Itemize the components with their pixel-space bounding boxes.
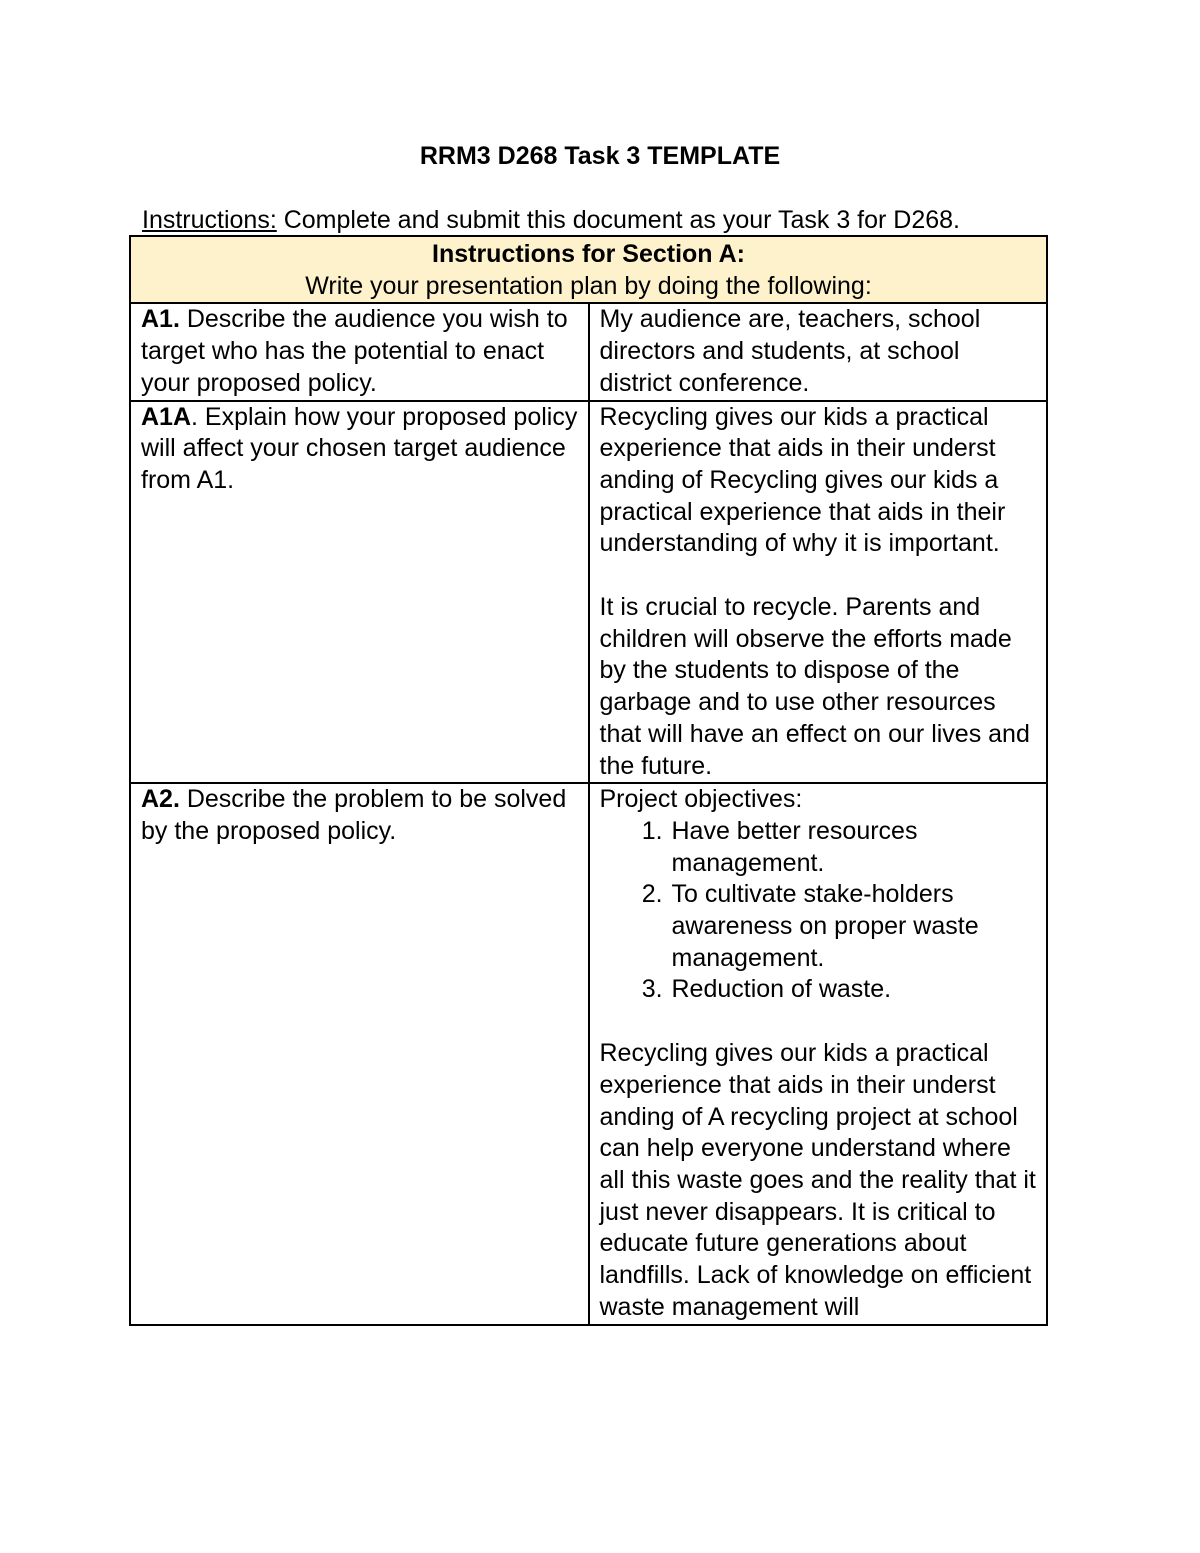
a1a-response-cell[interactable] [589, 401, 1048, 784]
section-a-header-row [130, 236, 1047, 303]
instructions-text: Complete and submit this document as your Task 3 for D268. [276, 206, 960, 234]
a1a-response-paragraph-2: It is crucial to recycle. Parents and children will observe the efforts made by the students to dispose of the garbage and to use other resources that will have an effect on our lives and the future. [599, 593, 1030, 780]
a2-response-cell[interactable] [589, 783, 1048, 1324]
document-title: RRM3 D268 Task 3 TEMPLATE [419, 142, 781, 170]
a2-prompt: Describe the problem to be solved by the proposed policy. [141, 785, 567, 845]
a1-response-cell[interactable] [589, 303, 1048, 400]
a1a-prompt: . Explain how your proposed policy will affect your chosen target audience from A1. [141, 402, 578, 494]
a2-prompt-cell [130, 783, 589, 1324]
list-item: 2. To cultivate stake-holders awareness on proper waste management. [670, 879, 1037, 974]
a1a-prompt-cell [130, 401, 589, 784]
table-row-a1 [130, 303, 1047, 400]
list-item: 1. Have better resources management. [670, 816, 1037, 879]
instructions-line [142, 204, 960, 236]
section-a-header-cell [130, 236, 1047, 303]
a1-prompt-cell [130, 303, 589, 400]
a2-objectives-heading: Project objectives: [599, 785, 803, 814]
instructions-label: Instructions: [142, 206, 277, 234]
a1a-response-paragraph-1: Recycling gives our kids a practical experience that aids in their underst anding of Recycling gives our kids a practical experience that aids in their understanding of why it is important. [599, 402, 1006, 558]
table-row-a2 [130, 783, 1047, 1324]
section-a-header-subtitle: Write your presentation plan by doing the following: [305, 271, 872, 300]
list-item: 3. Reduction of waste. [670, 974, 1037, 1006]
section-a-header-title: Instructions for Section A: [432, 240, 745, 268]
section-a-table [129, 235, 1048, 1326]
a1-label: A1. [141, 305, 180, 334]
a1-prompt: Describe the audience you wish to target who has the potential to enact your proposed policy. [141, 305, 568, 397]
a1a-label: A1A [141, 402, 192, 431]
a2-response-paragraph: Recycling gives our kids a practical experience that aids in their underst anding of A recycling project at school can help everyone understand where all this waste goes and the reality that it just never disappears. It is critical to educate future generations about landfills. Lack of knowledge on efficient waste management will [599, 1039, 1036, 1321]
a2-label: A2. [141, 785, 180, 814]
table-row-a1a [130, 401, 1047, 784]
a1-response: My audience are, teachers, school directors and students, at school district conference. [599, 305, 981, 397]
a2-objectives-list [600, 816, 1037, 1006]
